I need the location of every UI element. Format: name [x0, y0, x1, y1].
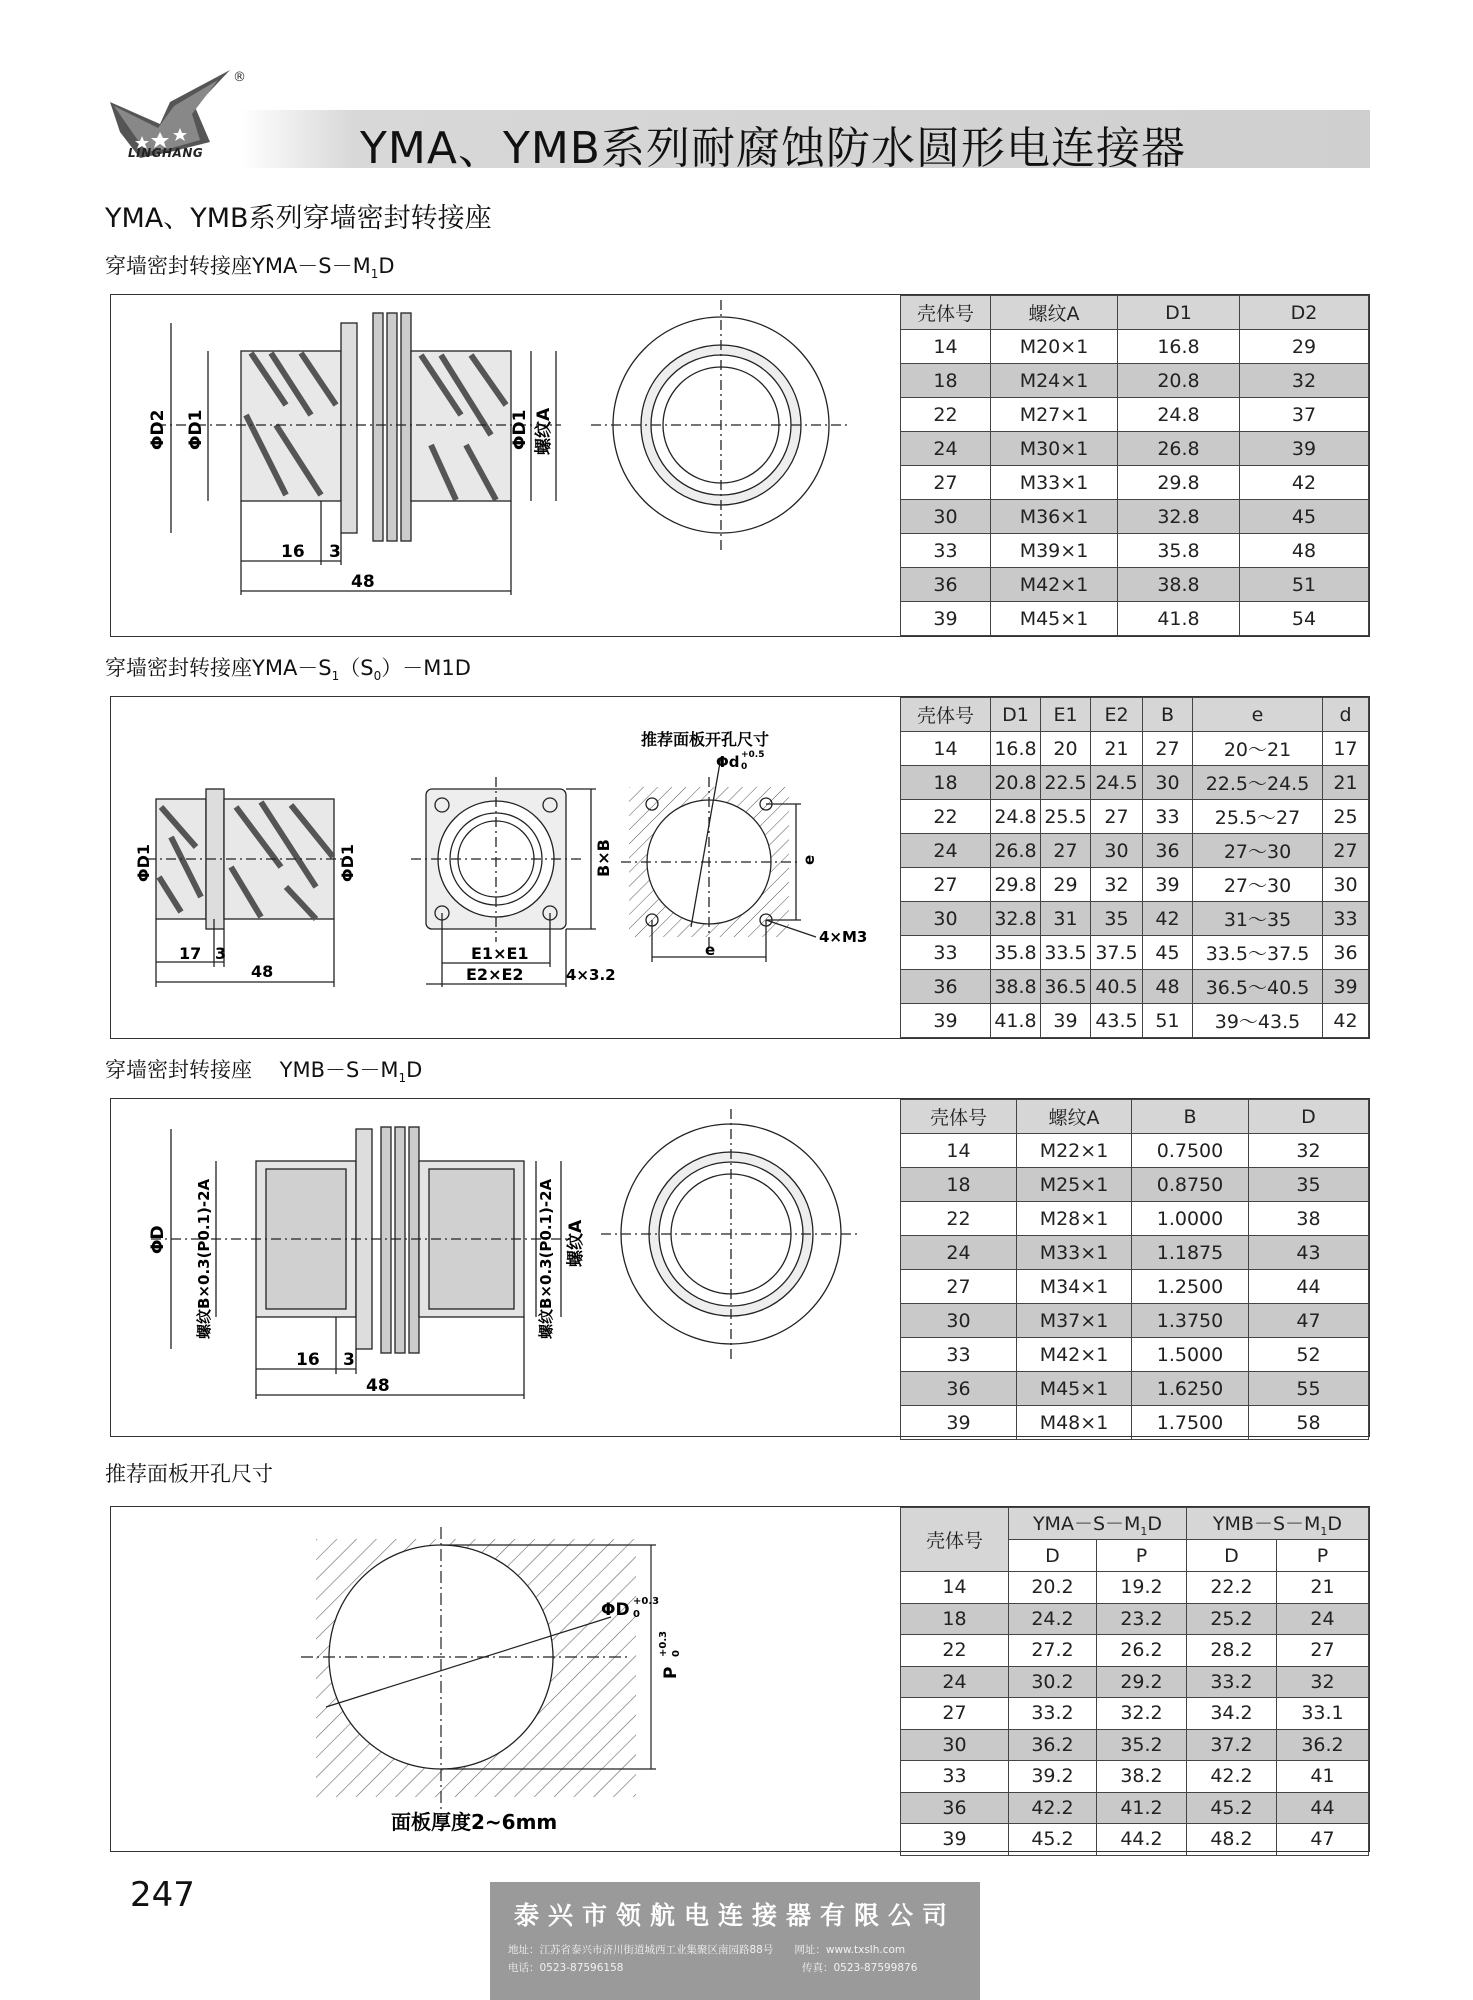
table-cell: 48	[1143, 970, 1193, 1004]
table-cell: 42	[1143, 902, 1193, 936]
table-cell: 32.2	[1097, 1698, 1187, 1730]
part4-spec-table	[900, 1507, 1369, 1856]
part3-label: 穿墙密封转接座 $YMB-S-M_1D$	[105, 1058, 423, 1086]
table-cell: 35.8	[1118, 534, 1240, 568]
table-row	[901, 1824, 1369, 1856]
part2-drawing	[111, 697, 901, 1038]
table-cell: 39.2	[1009, 1761, 1097, 1793]
table-cell: 30	[901, 500, 991, 534]
table-cell: 48	[1240, 534, 1369, 568]
table-cell: 39	[901, 1824, 1009, 1856]
table-cell: 22.2	[1187, 1572, 1277, 1604]
part1-label: 穿墙密封转接座$YMA-S-M_1D$	[105, 254, 395, 282]
col-header: E1	[1041, 698, 1091, 732]
table-cell: 29	[1240, 330, 1369, 364]
part3-spec-table	[900, 1099, 1369, 1440]
part4-drawing	[111, 1507, 901, 1851]
table-row	[901, 534, 1369, 568]
table-cell: M42×1	[991, 568, 1118, 602]
table-cell: 0.7500	[1132, 1134, 1249, 1168]
table-cell: 30	[901, 902, 991, 936]
table-cell: 24	[901, 1236, 1017, 1270]
table-cell: 20.2	[1009, 1572, 1097, 1604]
table-cell: M24×1	[991, 364, 1118, 398]
table-cell: 36	[901, 568, 991, 602]
table-cell: 22.5～24.5	[1193, 766, 1323, 800]
table-cell: 27	[1143, 732, 1193, 766]
dim-length-3: 3	[329, 542, 341, 562]
part2-label: 穿墙密封转接座$YMA-S_1(S_0)-M1D$	[105, 656, 471, 684]
section-title: YMA、YMB系列穿墙密封转接座	[105, 203, 492, 234]
table-cell: 24	[1277, 1603, 1369, 1635]
dim-length-16: 16	[281, 542, 305, 562]
table-cell: 33.5	[1041, 936, 1091, 970]
page-title: YMA、YMB系列耐腐蚀防水圆形电连接器	[360, 123, 1186, 174]
dim-phi-d1-right: ΦD1	[510, 409, 530, 450]
table-cell: M25×1	[1017, 1168, 1132, 1202]
table-cell: 21	[1323, 766, 1369, 800]
col-header: 壳体号	[901, 1100, 1017, 1134]
table-cell: 35	[1091, 902, 1143, 936]
table-cell: 42	[1323, 1004, 1369, 1038]
table-cell: 36.5～40.5	[1193, 970, 1323, 1004]
table-cell: 29.2	[1097, 1666, 1187, 1698]
table-cell: 37.5	[1091, 936, 1143, 970]
company-address: 地址：江苏省泰兴市济川街道城西工业集聚区南园路88号 网址：www.txslh.com	[508, 1944, 906, 1956]
table-cell: 33.2	[1009, 1698, 1097, 1730]
table-cell: 38.8	[1118, 568, 1240, 602]
table-cell: 18	[901, 364, 991, 398]
table-cell: M34×1	[1017, 1270, 1132, 1304]
table-cell: M30×1	[991, 432, 1118, 466]
table-cell: 47	[1249, 1304, 1369, 1338]
table-cell: 42.2	[1009, 1792, 1097, 1824]
table-cell: 48.2	[1187, 1824, 1277, 1856]
table-cell: M45×1	[1017, 1372, 1132, 1406]
col-header: B	[1132, 1100, 1249, 1134]
dim-length-16: 16	[296, 1350, 320, 1370]
table-row	[901, 1603, 1369, 1635]
cutout-title: 推荐面板开孔尺寸	[641, 730, 770, 749]
table-cell: 18	[901, 1603, 1009, 1635]
table-cell: 30.2	[1009, 1666, 1097, 1698]
table-cell: 36.2	[1277, 1729, 1369, 1761]
table-cell: 25	[1323, 800, 1369, 834]
table-cell: 21	[1277, 1572, 1369, 1604]
table-cell: 27	[901, 466, 991, 500]
table-cell: 35	[1249, 1168, 1369, 1202]
table-row	[901, 1372, 1369, 1406]
table-row	[901, 1202, 1369, 1236]
part3-drawing	[111, 1099, 901, 1436]
dim-tol-p-lower: 0	[671, 1650, 682, 1657]
table-cell: 1.0000	[1132, 1202, 1249, 1236]
table-row	[901, 1168, 1369, 1202]
table-cell: 27	[901, 1270, 1017, 1304]
company-phone-fax: 电话：0523-87596158 传真：0523-87599876	[508, 1962, 918, 1974]
table-cell: 30	[901, 1729, 1009, 1761]
dim-e1: E1×E1	[471, 944, 529, 963]
table-cell: 18	[901, 766, 991, 800]
col-header: 螺纹A	[991, 296, 1118, 330]
table-cell: 36.5	[1041, 970, 1091, 1004]
table-row	[901, 1635, 1369, 1667]
table-cell: 33.2	[1187, 1666, 1277, 1698]
table-cell: 25.5～27	[1193, 800, 1323, 834]
table-cell: 38	[1249, 1202, 1369, 1236]
table-cell: 26.2	[1097, 1635, 1187, 1667]
table-cell: 22	[901, 1635, 1009, 1667]
col-header-group-ymb: $YMB-S-M_1D$	[1187, 1508, 1369, 1540]
table-cell: 42	[1240, 466, 1369, 500]
table-cell: 44.2	[1097, 1824, 1187, 1856]
table-cell: 44	[1249, 1270, 1369, 1304]
col-header-shell: 壳体号	[901, 1508, 1009, 1572]
part3-panel	[110, 1098, 1370, 1437]
table-cell: 20.8	[1118, 364, 1240, 398]
dim-tol-d-upper: +0.3	[633, 1596, 660, 1607]
table-row	[901, 602, 1369, 636]
dim-e2: E2×E2	[466, 965, 524, 984]
table-cell: 30	[1091, 834, 1143, 868]
dim-thread-a: 螺纹A	[566, 1219, 586, 1267]
table-cell: 45	[1143, 936, 1193, 970]
table-cell: 41.2	[1097, 1792, 1187, 1824]
table-cell: 28.2	[1187, 1635, 1277, 1667]
table-cell: 27～30	[1193, 834, 1323, 868]
table-cell: 14	[901, 330, 991, 364]
dim-p: P	[661, 1666, 681, 1679]
table-cell: 25.2	[1187, 1603, 1277, 1635]
table-cell: M48×1	[1017, 1406, 1132, 1440]
table-cell: 33	[901, 1761, 1009, 1793]
part1-drawing	[111, 295, 901, 636]
table-cell: 39	[1240, 432, 1369, 466]
dim-phi-d1-left: ΦD1	[134, 843, 153, 882]
dim-phi-d: ΦD	[148, 1225, 168, 1254]
table-cell: 30	[1143, 766, 1193, 800]
table-cell: 36.2	[1009, 1729, 1097, 1761]
table-cell: M36×1	[991, 500, 1118, 534]
table-cell: 33.1	[1277, 1698, 1369, 1730]
dim-thread-b-right: 螺纹B×0.3(P0.1)-2A	[537, 1178, 555, 1339]
dim-tol-p-upper: +0.3	[658, 1630, 669, 1657]
table-row	[901, 868, 1369, 902]
table-cell: 24	[901, 1666, 1009, 1698]
table-cell: 33.5～37.5	[1193, 936, 1323, 970]
table-cell: M42×1	[1017, 1338, 1132, 1372]
table-row	[901, 1134, 1369, 1168]
table-cell: M28×1	[1017, 1202, 1132, 1236]
table-cell: 39	[1323, 970, 1369, 1004]
table-cell: M37×1	[1017, 1304, 1132, 1338]
table-cell: M33×1	[1017, 1236, 1132, 1270]
table-cell: 21	[1091, 732, 1143, 766]
table-cell: 0.8750	[1132, 1168, 1249, 1202]
table-cell: 1.2500	[1132, 1270, 1249, 1304]
dim-e-bottom: e	[705, 941, 716, 959]
part2-panel	[110, 696, 1370, 1039]
table-cell: 54	[1240, 602, 1369, 636]
table-cell: 36	[901, 970, 991, 1004]
table-cell: 29.8	[991, 868, 1041, 902]
table-cell: 52	[1249, 1338, 1369, 1372]
dim-e-side: e	[800, 854, 818, 865]
table-cell: 1.6250	[1132, 1372, 1249, 1406]
table-cell: 37.2	[1187, 1729, 1277, 1761]
table-row	[901, 364, 1369, 398]
table-cell: 47	[1277, 1824, 1369, 1856]
col-header: D	[1187, 1540, 1277, 1572]
col-header: D2	[1240, 296, 1369, 330]
table-cell: 35.2	[1097, 1729, 1187, 1761]
table-row	[901, 1761, 1369, 1793]
table-cell: 45.2	[1187, 1792, 1277, 1824]
table-cell: 17	[1323, 732, 1369, 766]
table-cell: 25.5	[1041, 800, 1091, 834]
table-row	[901, 1338, 1369, 1372]
table-row	[901, 834, 1369, 868]
col-header: D	[1249, 1100, 1369, 1134]
table-cell: 38.8	[991, 970, 1041, 1004]
col-header: D1	[991, 698, 1041, 732]
dim-phi-d: Φd	[716, 753, 740, 771]
table-cell: 33	[1323, 902, 1369, 936]
table-cell: 32	[1277, 1666, 1369, 1698]
table-cell: 32	[1249, 1134, 1369, 1168]
table-cell: M39×1	[991, 534, 1118, 568]
table-cell: 16.8	[991, 732, 1041, 766]
table-cell: 32.8	[1118, 500, 1240, 534]
table-cell: M33×1	[991, 466, 1118, 500]
panel-thickness-note: 面板厚度2~6mm	[391, 1810, 558, 1834]
table-cell: 33	[901, 1338, 1017, 1372]
table-cell: 40.5	[1091, 970, 1143, 1004]
table-cell: 42.2	[1187, 1761, 1277, 1793]
table-cell: 27	[1091, 800, 1143, 834]
table-row	[901, 398, 1369, 432]
dim-length-3: 3	[343, 1350, 355, 1370]
table-cell: 27.2	[1009, 1635, 1097, 1667]
table-cell: 1.3750	[1132, 1304, 1249, 1338]
table-row	[901, 1304, 1369, 1338]
part1-panel	[110, 294, 1370, 637]
table-cell: 36	[1323, 936, 1369, 970]
table-cell: 20～21	[1193, 732, 1323, 766]
table-cell: 32	[1091, 868, 1143, 902]
table-cell: 41.8	[1118, 602, 1240, 636]
table-cell: 39	[901, 1406, 1017, 1440]
table-cell: M27×1	[991, 398, 1118, 432]
table-cell: 39	[1143, 868, 1193, 902]
table-cell: 27	[1041, 834, 1091, 868]
table-cell: 20	[1041, 732, 1091, 766]
dim-phi-d1-right: ΦD1	[338, 843, 357, 882]
dim-tol-upper: +0.5	[741, 750, 765, 760]
table-cell: 24	[901, 834, 991, 868]
table-cell: 39	[901, 602, 991, 636]
table-cell: 36	[901, 1792, 1009, 1824]
table-cell: 22.5	[1041, 766, 1091, 800]
dim-bxb: B×B	[594, 839, 613, 877]
table-cell: 24.8	[991, 800, 1041, 834]
col-header: 壳体号	[901, 296, 991, 330]
table-cell: 30	[1323, 868, 1369, 902]
part4-label: 推荐面板开孔尺寸	[105, 1462, 273, 1486]
table-cell: 41	[1277, 1761, 1369, 1793]
table-cell: 36	[1143, 834, 1193, 868]
col-header-group-yma: $YMA-S-M_1D$	[1009, 1508, 1187, 1540]
table-cell: 51	[1240, 568, 1369, 602]
part1-spec-table	[900, 295, 1369, 636]
table-cell: 26.8	[1118, 432, 1240, 466]
table-cell: 43	[1249, 1236, 1369, 1270]
table-row	[901, 800, 1369, 834]
table-cell: 27	[1323, 834, 1369, 868]
col-header: d	[1323, 698, 1369, 732]
part4-panel	[110, 1506, 1370, 1852]
col-header: D	[1009, 1540, 1097, 1572]
table-row	[901, 1270, 1369, 1304]
table-cell: 31	[1041, 902, 1091, 936]
company-name: 泰兴市领航电连接器有限公司	[513, 1901, 956, 1930]
table-cell: 22	[901, 398, 991, 432]
dim-length-48: 48	[351, 572, 375, 592]
table-cell: 29.8	[1118, 466, 1240, 500]
table-row	[901, 970, 1369, 1004]
table-cell: 58	[1249, 1406, 1369, 1440]
table-cell: 24	[901, 432, 991, 466]
table-cell: 27	[1277, 1635, 1369, 1667]
table-cell: 14	[901, 1134, 1017, 1168]
table-cell: 39	[901, 1004, 991, 1038]
dim-length-48: 48	[366, 1376, 390, 1396]
table-row	[901, 330, 1369, 364]
dim-thread-b-left: 螺纹B×0.3(P0.1)-2A	[195, 1178, 213, 1339]
table-cell: M20×1	[991, 330, 1118, 364]
table-cell: 36	[901, 1372, 1017, 1406]
table-cell: 33	[901, 534, 991, 568]
table-cell: 30	[901, 1304, 1017, 1338]
table-cell: 14	[901, 732, 991, 766]
table-cell: 18	[901, 1168, 1017, 1202]
table-cell: 45	[1240, 500, 1369, 534]
table-cell: 16.8	[1118, 330, 1240, 364]
col-header: e	[1193, 698, 1323, 732]
table-cell: 37	[1240, 398, 1369, 432]
table-cell: 22	[901, 800, 991, 834]
col-header: B	[1143, 698, 1193, 732]
table-row	[901, 1792, 1369, 1824]
table-cell: 1.5000	[1132, 1338, 1249, 1372]
logo-text: LINGHANG	[128, 146, 204, 160]
table-cell: 24.2	[1009, 1603, 1097, 1635]
dim-length-17: 17	[179, 944, 202, 963]
table-cell: 23.2	[1097, 1603, 1187, 1635]
table-row	[901, 1236, 1369, 1270]
table-cell: 35.8	[991, 936, 1041, 970]
table-cell: 43.5	[1091, 1004, 1143, 1038]
col-header: P	[1277, 1540, 1369, 1572]
table-cell: 24.8	[1118, 398, 1240, 432]
table-cell: 24.5	[1091, 766, 1143, 800]
page-number: 247	[130, 1875, 195, 1915]
dim-m3: 4×M3	[819, 928, 868, 946]
table-cell: 14	[901, 1572, 1009, 1604]
table-row	[901, 1004, 1369, 1038]
table-cell: 45.2	[1009, 1824, 1097, 1856]
table-cell: 31～35	[1193, 902, 1323, 936]
dim-tol-d-lower: 0	[633, 1609, 640, 1620]
table-cell: M45×1	[991, 602, 1118, 636]
table-cell: 33	[1143, 800, 1193, 834]
table-cell: 1.7500	[1132, 1406, 1249, 1440]
table-row	[901, 1666, 1369, 1698]
table-row	[901, 732, 1369, 766]
table-row	[901, 500, 1369, 534]
table-cell: 39～43.5	[1193, 1004, 1323, 1038]
table-cell: 44	[1277, 1792, 1369, 1824]
table-row	[901, 432, 1369, 466]
dim-thread-a: 螺纹A	[534, 407, 554, 455]
table-row	[901, 466, 1369, 500]
col-header: E2	[1091, 698, 1143, 732]
dim-tol-lower: 0	[741, 762, 748, 772]
table-cell: 38.2	[1097, 1761, 1187, 1793]
table-cell: 26.8	[991, 834, 1041, 868]
table-row	[901, 1729, 1369, 1761]
table-cell: 1.1875	[1132, 1236, 1249, 1270]
table-cell: 29	[1041, 868, 1091, 902]
table-cell: 34.2	[1187, 1698, 1277, 1730]
table-cell: 32	[1240, 364, 1369, 398]
table-cell: 19.2	[1097, 1572, 1187, 1604]
table-cell: 33	[901, 936, 991, 970]
dim-phi-d1-left: ΦD1	[186, 409, 206, 450]
table-cell: 27	[901, 868, 991, 902]
table-cell: 39	[1041, 1004, 1091, 1038]
part2-spec-table	[900, 697, 1369, 1038]
table-cell: 22	[901, 1202, 1017, 1236]
table-cell: 55	[1249, 1372, 1369, 1406]
table-cell: 20.8	[991, 766, 1041, 800]
dim-length-48: 48	[251, 962, 274, 981]
col-header: P	[1097, 1540, 1187, 1572]
dim-phi-d2: ΦD2	[148, 409, 168, 450]
table-cell: 27～30	[1193, 868, 1323, 902]
col-header: 壳体号	[901, 698, 991, 732]
table-row	[901, 1406, 1369, 1440]
table-cell: 51	[1143, 1004, 1193, 1038]
col-header: 螺纹A	[1017, 1100, 1132, 1134]
table-row	[901, 936, 1369, 970]
table-row	[901, 902, 1369, 936]
table-cell: 32.8	[991, 902, 1041, 936]
table-cell: 27	[901, 1698, 1009, 1730]
table-row	[901, 1698, 1369, 1730]
dim-holes: 4×3.2	[566, 966, 616, 984]
table-cell: 41.8	[991, 1004, 1041, 1038]
col-header: D1	[1118, 296, 1240, 330]
table-cell: M22×1	[1017, 1134, 1132, 1168]
table-row	[901, 1572, 1369, 1604]
dim-phi-d: ΦD	[601, 1600, 630, 1620]
table-row	[901, 568, 1369, 602]
dim-length-3: 3	[215, 944, 227, 963]
registered-mark: ®	[233, 70, 246, 85]
table-row	[901, 766, 1369, 800]
